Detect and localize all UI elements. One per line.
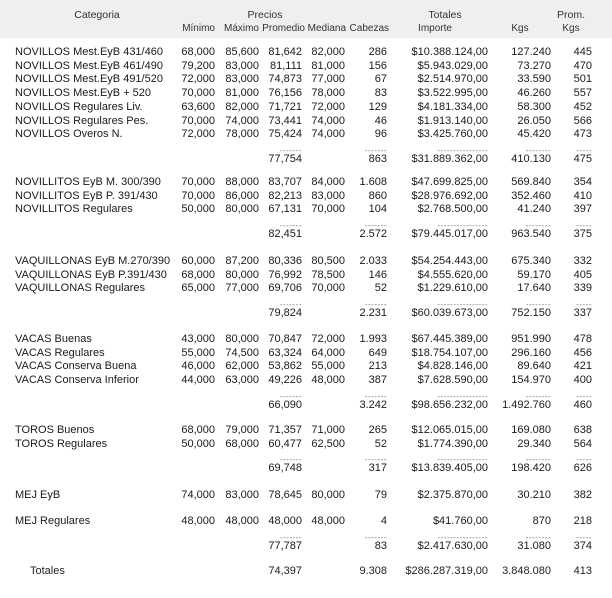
row-imp: $28.976.692,00: [411, 190, 488, 202]
row-max: 83,000: [225, 60, 259, 72]
row-cat: VAQUILLONAS Regulares: [15, 282, 146, 294]
grand-total-cab: 9.308: [359, 565, 387, 577]
subtotal-pk: 460: [573, 399, 592, 411]
separator: ----------------: [437, 392, 488, 401]
row-med: 48,000: [311, 374, 345, 386]
row-min: 60,000: [181, 255, 215, 267]
row-kgs: 17.640: [517, 282, 551, 294]
row-kgs: 870: [532, 515, 551, 527]
row-pk: 397: [573, 203, 592, 215]
row-imp: $5.943.029,00: [417, 60, 488, 72]
row-min: 44,000: [181, 374, 215, 386]
row-pk: 382: [573, 489, 592, 501]
subtotal-kgs: 963.540: [511, 228, 551, 240]
subtotal-imp: $60.039.673,00: [411, 307, 488, 319]
row-cab: 104: [368, 203, 387, 215]
subtotal-imp: $79.445.017,00: [411, 228, 488, 240]
row-pk: 638: [573, 424, 592, 436]
row-prom: 74,873: [268, 73, 302, 85]
row-max: 74,000: [225, 115, 259, 127]
row-kgs: 29.340: [517, 438, 551, 450]
row-med: 62,500: [311, 438, 345, 450]
subtotal-prom: 77,787: [268, 540, 302, 552]
row-min: 72,000: [181, 73, 215, 85]
subtotal-pk: 374: [573, 540, 592, 552]
row-kgs: 154.970: [511, 374, 551, 386]
row-prom: 76,992: [268, 269, 302, 281]
row-cab: 1.993: [359, 333, 387, 345]
row-min: 68,000: [181, 424, 215, 436]
row-cab: 83: [374, 87, 387, 99]
row-max: 83,000: [225, 489, 259, 501]
separator: -----: [576, 146, 592, 155]
separator: --------: [525, 300, 551, 309]
row-cab: 2.033: [359, 255, 387, 267]
row-pk: 452: [573, 101, 592, 113]
row-cat: NOVILLOS Mest.EyB 431/460: [15, 46, 163, 58]
row-pk: 218: [573, 515, 592, 527]
row-max: 77,000: [225, 282, 259, 294]
row-cab: 79: [374, 489, 387, 501]
row-cab: 96: [374, 128, 387, 140]
subtotal-prom: 77,754: [268, 153, 302, 165]
row-imp: $54.254.443,00: [411, 255, 488, 267]
subtotal-pk: 626: [573, 462, 592, 474]
row-min: 48,000: [181, 515, 215, 527]
row-kgs: 26.050: [517, 115, 551, 127]
row-cat: TOROS Buenos: [15, 424, 95, 436]
row-imp: $4.828.146,00: [417, 360, 488, 372]
row-kgs: 89.640: [517, 360, 551, 372]
row-med: 84,000: [311, 176, 345, 188]
row-pk: 421: [573, 360, 592, 372]
row-prom: 67,131: [268, 203, 302, 215]
separator: -------: [279, 392, 302, 401]
row-pk: 478: [573, 333, 592, 345]
row-cat: NOVILLOS Regulares Liv.: [15, 101, 143, 113]
row-kgs: 352.460: [511, 190, 551, 202]
row-kgs: 33.590: [517, 73, 551, 85]
row-pk: 456: [573, 347, 592, 359]
row-min: 46,000: [181, 360, 215, 372]
header-totales: Totales: [428, 9, 462, 21]
separator: -------: [364, 455, 387, 464]
row-min: 68,000: [181, 46, 215, 58]
subtotal-cab: 3.242: [359, 399, 387, 411]
row-med: 78,500: [311, 269, 345, 281]
row-max: 83,000: [225, 73, 259, 85]
row-pk: 405: [573, 269, 592, 281]
row-imp: $67.445.389,00: [411, 333, 488, 345]
row-max: 82,000: [225, 101, 259, 113]
row-kgs: 169.080: [511, 424, 551, 436]
subtotal-pk: 475: [573, 153, 592, 165]
row-prom: 73,441: [268, 115, 302, 127]
subtotal-prom: 66,090: [268, 399, 302, 411]
row-imp: $1.913.140,00: [417, 115, 488, 127]
separator: --------: [525, 455, 551, 464]
row-cat: VACAS Conserva Buena: [15, 360, 137, 372]
row-prom: 83,707: [268, 176, 302, 188]
row-max: 87,200: [225, 255, 259, 267]
header-precios: Precios: [247, 9, 283, 21]
row-pk: 410: [573, 190, 592, 202]
subtotal-kgs: 198.420: [511, 462, 551, 474]
separator: -------: [279, 221, 302, 230]
row-min: 79,200: [181, 60, 215, 72]
row-med: 72,000: [311, 333, 345, 345]
subtotal-kgs: 410.130: [511, 153, 551, 165]
separator: -----: [576, 455, 592, 464]
separator: -------: [364, 146, 387, 155]
row-cab: 387: [368, 374, 387, 386]
row-max: 78,000: [225, 128, 259, 140]
row-kgs: 59.170: [517, 269, 551, 281]
row-prom: 75,424: [268, 128, 302, 140]
row-cat: VACAS Buenas: [15, 333, 92, 345]
row-med: 83,000: [311, 190, 345, 202]
row-min: 55,000: [181, 347, 215, 359]
grand-total-pk: 413: [573, 565, 592, 577]
row-imp: $18.754.107,00: [411, 347, 488, 359]
row-max: 85,600: [225, 46, 259, 58]
row-cab: 156: [368, 60, 387, 72]
row-cab: 146: [368, 269, 387, 281]
row-max: 80,000: [225, 203, 259, 215]
row-prom: 48,000: [268, 515, 302, 527]
row-kgs: 951.990: [511, 333, 551, 345]
row-max: 79,000: [225, 424, 259, 436]
row-cab: 52: [374, 282, 387, 294]
grand-total-kgs: 3.848.080: [502, 565, 551, 577]
separator: --------: [525, 221, 551, 230]
row-cat: NOVILLITOS EyB P. 391/430: [15, 190, 158, 202]
separator: -----: [576, 221, 592, 230]
row-prom: 69,706: [268, 282, 302, 294]
subtotal-cab: 317: [368, 462, 387, 474]
separator: ----------------: [437, 146, 488, 155]
row-med: 80,000: [311, 489, 345, 501]
row-cab: 860: [368, 190, 387, 202]
row-max: 88,000: [225, 176, 259, 188]
separator: -----: [576, 533, 592, 542]
row-pk: 557: [573, 87, 592, 99]
row-prom: 78,645: [268, 489, 302, 501]
subtotal-kgs: 31.080: [517, 540, 551, 552]
row-med: 72,000: [311, 101, 345, 113]
separator: --------: [525, 533, 551, 542]
row-med: 82,000: [311, 46, 345, 58]
row-med: 74,000: [311, 128, 345, 140]
row-kgs: 296.160: [511, 347, 551, 359]
row-min: 65,000: [181, 282, 215, 294]
subtotal-imp: $2.417.630,00: [417, 540, 488, 552]
header-categoria: Categoria: [74, 9, 120, 21]
grand-total-imp: $286.287.319,00: [405, 565, 488, 577]
separator: -------: [364, 221, 387, 230]
separator: -------: [279, 533, 302, 542]
row-imp: $2.375.870,00: [417, 489, 488, 501]
row-cat: VAQUILLONAS EyB P.391/430: [15, 269, 167, 281]
row-imp: $4.181.334,00: [417, 101, 488, 113]
row-kgs: 46.260: [517, 87, 551, 99]
row-imp: $47.699.825,00: [411, 176, 488, 188]
row-cab: 46: [374, 115, 387, 127]
row-prom: 71,721: [268, 101, 302, 113]
row-max: 63,000: [225, 374, 259, 386]
row-prom: 76,156: [268, 87, 302, 99]
separator: -------: [364, 300, 387, 309]
separator: ----------------: [437, 533, 488, 542]
row-cat: NOVILLOS Regulares Pes.: [15, 115, 149, 127]
subtotal-pk: 337: [573, 307, 592, 319]
row-cab: 67: [374, 73, 387, 85]
header-minimo: Mínimo: [182, 23, 215, 34]
row-imp: $10.388.124,00: [411, 46, 488, 58]
row-cab: 213: [368, 360, 387, 372]
row-med: 78,000: [311, 87, 345, 99]
row-cab: 52: [374, 438, 387, 450]
row-max: 80,000: [225, 333, 259, 345]
row-kgs: 127.240: [511, 46, 551, 58]
row-pk: 470: [573, 60, 592, 72]
row-imp: $1.774.390,00: [417, 438, 488, 450]
separator: -------: [279, 146, 302, 155]
header-cabezas: Cabezas: [349, 23, 389, 34]
row-kgs: 569.840: [511, 176, 551, 188]
row-kgs: 58.300: [517, 101, 551, 113]
row-cat: TOROS Regulares: [15, 438, 108, 450]
row-min: 50,000: [181, 438, 215, 450]
row-cat: NOVILLOS Mest.EyB 461/490: [15, 60, 163, 72]
separator: -------: [364, 392, 387, 401]
row-med: 77,000: [311, 73, 345, 85]
row-max: 62,000: [225, 360, 259, 372]
header-maximo: Máximo: [223, 23, 259, 34]
row-imp: $41.760,00: [432, 515, 488, 527]
row-prom: 81,111: [269, 60, 302, 72]
subtotal-cab: 2.572: [359, 228, 387, 240]
separator: -----: [576, 392, 592, 401]
subtotal-prom: 79,824: [268, 307, 302, 319]
row-kgs: 45.420: [517, 128, 551, 140]
subtotal-cab: 2.231: [359, 307, 387, 319]
row-pk: 501: [573, 73, 592, 85]
row-med: 74,000: [311, 115, 345, 127]
row-prom: 49,226: [268, 374, 302, 386]
row-med: 71,000: [311, 424, 345, 436]
row-max: 74,500: [225, 347, 259, 359]
subtotal-imp: $13.839.405,00: [411, 462, 488, 474]
row-imp: $3.425.760,00: [417, 128, 488, 140]
row-pk: 339: [573, 282, 592, 294]
row-prom: 60,477: [268, 438, 302, 450]
subtotal-kgs: 1.492.760: [502, 399, 551, 411]
header-kgs: Kgs: [511, 23, 529, 34]
separator: -------: [279, 455, 302, 464]
row-imp: $1.229.610,00: [417, 282, 488, 294]
subtotal-pk: 375: [573, 228, 592, 240]
row-prom: 71,357: [268, 424, 302, 436]
row-max: 81,000: [225, 87, 259, 99]
row-cat: MEJ EyB: [15, 489, 61, 501]
row-imp: $2.768.500,00: [417, 203, 488, 215]
separator: --------: [525, 392, 551, 401]
row-cat: NOVILLOS Overos N.: [15, 128, 123, 140]
row-imp: $7.628.590,00: [417, 374, 488, 386]
row-cat: NOVILLOS Mest.EyB + 520: [15, 87, 152, 99]
row-cat: MEJ Regulares: [15, 515, 91, 527]
row-prom: 53,862: [268, 360, 302, 372]
row-min: 74,000: [181, 489, 215, 501]
row-pk: 354: [573, 176, 592, 188]
separator: ----------------: [437, 455, 488, 464]
row-imp: $4.555.620,00: [417, 269, 488, 281]
grand-total-prom: 74,397: [268, 565, 302, 577]
row-med: 81,000: [311, 60, 345, 72]
grand-total-label: Totales: [30, 565, 65, 577]
row-pk: 332: [573, 255, 592, 267]
subtotal-cab: 83: [374, 540, 387, 552]
row-min: 70,000: [181, 190, 215, 202]
row-max: 48,000: [225, 515, 259, 527]
subtotal-prom: 69,748: [268, 462, 302, 474]
row-med: 48,000: [311, 515, 345, 527]
row-med: 70,000: [311, 282, 345, 294]
row-cat: NOVILLOS Mest.EyB 491/520: [15, 73, 163, 85]
row-imp: $2.514.970,00: [417, 73, 488, 85]
row-cat: VACAS Regulares: [15, 347, 105, 359]
row-cat: NOVILLITOS Regulares: [15, 203, 133, 215]
separator: ----------------: [437, 221, 488, 230]
separator: ----------------: [437, 300, 488, 309]
separator: -------: [364, 533, 387, 542]
row-pk: 445: [573, 46, 592, 58]
row-min: 70,000: [181, 176, 215, 188]
header-promedio: Promedio: [262, 23, 305, 34]
row-max: 86,000: [225, 190, 259, 202]
subtotal-prom: 82,451: [268, 228, 302, 240]
row-imp: $3.522.995,00: [417, 87, 488, 99]
row-pk: 400: [573, 374, 592, 386]
subtotal-imp: $31.889.362,00: [411, 153, 488, 165]
row-min: 63,600: [181, 101, 215, 113]
row-pk: 473: [573, 128, 592, 140]
row-kgs: 73.270: [517, 60, 551, 72]
row-cat: VACAS Conserva Inferior: [15, 374, 139, 386]
row-med: 70,000: [311, 203, 345, 215]
separator: --------: [525, 146, 551, 155]
subtotal-kgs: 752.150: [511, 307, 551, 319]
row-imp: $12.065.015,00: [411, 424, 488, 436]
row-kgs: 41.240: [517, 203, 551, 215]
row-med: 80,500: [311, 255, 345, 267]
header-importe: Importe: [418, 23, 452, 34]
row-prom: 70,847: [268, 333, 302, 345]
row-min: 70,000: [181, 87, 215, 99]
row-min: 70,000: [181, 115, 215, 127]
row-min: 68,000: [181, 269, 215, 281]
row-cab: 265: [368, 424, 387, 436]
subtotal-imp: $98.656.232,00: [411, 399, 488, 411]
row-cab: 649: [368, 347, 387, 359]
row-prom: 63,324: [268, 347, 302, 359]
row-pk: 566: [573, 115, 592, 127]
row-min: 50,000: [181, 203, 215, 215]
row-max: 68,000: [225, 438, 259, 450]
header-prom: Prom.: [556, 9, 585, 21]
header-mediana: Mediana: [307, 23, 346, 34]
row-min: 72,000: [181, 128, 215, 140]
row-min: 43,000: [181, 333, 215, 345]
row-cab: 4: [380, 515, 387, 527]
separator: -----: [576, 300, 592, 309]
row-prom: 80,336: [268, 255, 302, 267]
row-pk: 564: [573, 438, 592, 450]
row-cab: 1.608: [359, 176, 387, 188]
separator: -------: [279, 300, 302, 309]
row-cat: VAQUILLONAS EyB M.270/390: [15, 255, 171, 267]
row-prom: 82,213: [268, 190, 302, 202]
row-kgs: 675.340: [511, 255, 551, 267]
row-med: 55,000: [311, 360, 345, 372]
row-cat: NOVILLITOS EyB M. 300/390: [15, 176, 161, 188]
subtotal-cab: 863: [368, 153, 387, 165]
row-prom: 81,642: [268, 46, 302, 58]
row-cab: 129: [368, 101, 387, 113]
row-kgs: 30.210: [517, 489, 551, 501]
header-prom-kgs: Kgs: [562, 23, 580, 34]
row-med: 64,000: [311, 347, 345, 359]
row-max: 80,000: [225, 269, 259, 281]
row-cab: 286: [368, 46, 387, 58]
